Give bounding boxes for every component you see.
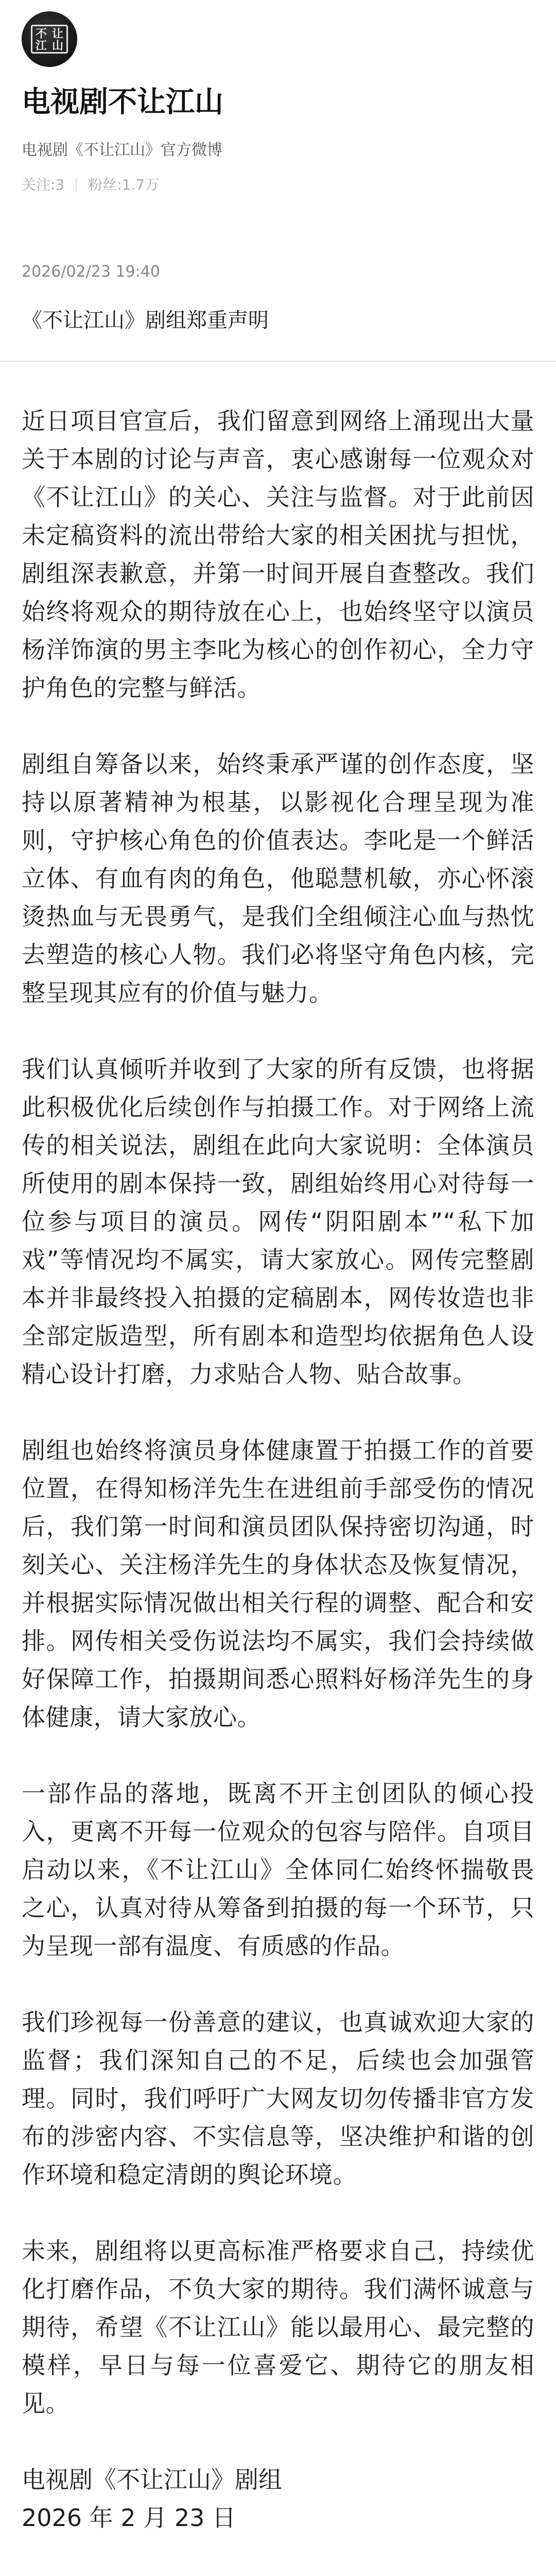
seal-char: 不 [36,27,47,41]
avatar[interactable] [22,11,77,67]
seal-char: 江 [36,39,47,53]
post-paragraph: 未来，剧组将以更高标准严格要求自己，持续优化打磨作品，不负大家的期待。我们满怀诚意与期待，希望《不让江山》能以最用心、最完整的模样，早日与每一位喜爱它、期待它的朋友相见。 [22,2237,534,2417]
account-stats [22,175,159,195]
post-timestamp: 2026/02/23 19:40 [22,263,160,281]
post-paragraph: 一部作品的落地，既离不开主创团队的倾心投入，更离不开每一位观众的包容与陪伴。自项目启动以来，《不让江山》全体同仁始终怀揣敬畏之心，认真对待从筹备到拍摄的每一个环节，只为呈现一部有温度、有质感的作品。 [22,1780,534,1960]
stats-divider [76,178,77,192]
signature: 电视剧《不让江山》剧组 [22,2466,282,2494]
account-description: 电视剧《不让江山》官方微博 [22,141,222,159]
seal-char: 山 [52,39,64,53]
post-body [22,402,534,2537]
post-paragraph: 近日项目官宣后，我们留意到网络上涌现出大量关于本剧的讨论与声音，衷心感谢每一位观众对《不让江山》的关心、关注与监督。对于此前因未定稿资料的流出带给大家的相关困扰与担忧，剧组深表歉意，并第一时间开展自查整改。我们始终将观众的期待放在心上，也始终坚守以演员杨洋饰演的男主李叱为核心的创作初心，全力守护角色的完整与鲜活。 [22,407,534,702]
seal-char: 让 [52,27,64,41]
avatar-seal-logo [31,25,68,54]
post-paragraph: 我们认真倾听并收到了大家的所有反馈，也将据此积极优化后续创作与拍摄工作。对于网络上流传的相关说法，剧组在此向大家说明：全体演员所使用的剧本保持一致，剧组始终用心对待每一位参与项目的演员。网传“阴阳剧本”“私下加戏”等情况均不属实，请大家放心。网传完整剧本并非最终投入拍摄的定稿剧本，网传妆造也非全部定版造型，所有剧本和造型均依据角色人设精心设计打磨，力求贴合人物、贴合故事。 [22,1055,534,1388]
post-paragraph: 我们珍视每一份善意的建议，也真诚欢迎大家的监督；我们深知自己的不足，后续也会加强管理。同时，我们呼吁广大网友切勿传播非官方发布的涉密内容、不实信息等，坚决维护和谐的创作环境和稳定清朗的舆论环境。 [22,2008,534,2189]
followers-count[interactable]: 粉丝:1.7万 [88,176,160,193]
post-header [0,0,556,332]
signature-date: 2026 年 2 月 23 日 [22,2504,236,2532]
statement-title: 《不让江山》剧组郑重声明 [22,309,269,332]
header-divider [0,361,556,362]
post-paragraph: 剧组自筹备以来，始终秉承严谨的创作态度，坚持以原著精神为根基，以影视化合理呈现为准则，守护核心角色的价值表达。李叱是一个鲜活立体、有血有肉的角色，他聪慧机敏，亦心怀滚烫热血与无畏勇气，是我们全组倾注心血与热忱去塑造的核心人物。我们必将坚守角色内核，完整呈现其应有的价值与魅力。 [22,750,534,1007]
following-count[interactable]: 关注:3 [22,176,65,193]
post-paragraph: 剧组也始终将演员身体健康置于拍摄工作的首要位置，在得知杨洋先生在进组前手部受伤的情况后，我们第一时间和演员团队保持密切沟通，时刻关心、关注杨洋先生的身体状态及恢复情况，并根据实际情况做出相关行程的调整、配合和安排。网传相关受伤说法均不属实，我们会持续做好保障工作，拍摄期间悉心照料好杨洋先生的身体健康，请大家放心。 [22,1436,534,1731]
account-name[interactable]: 电视剧不让江山 [22,86,223,119]
